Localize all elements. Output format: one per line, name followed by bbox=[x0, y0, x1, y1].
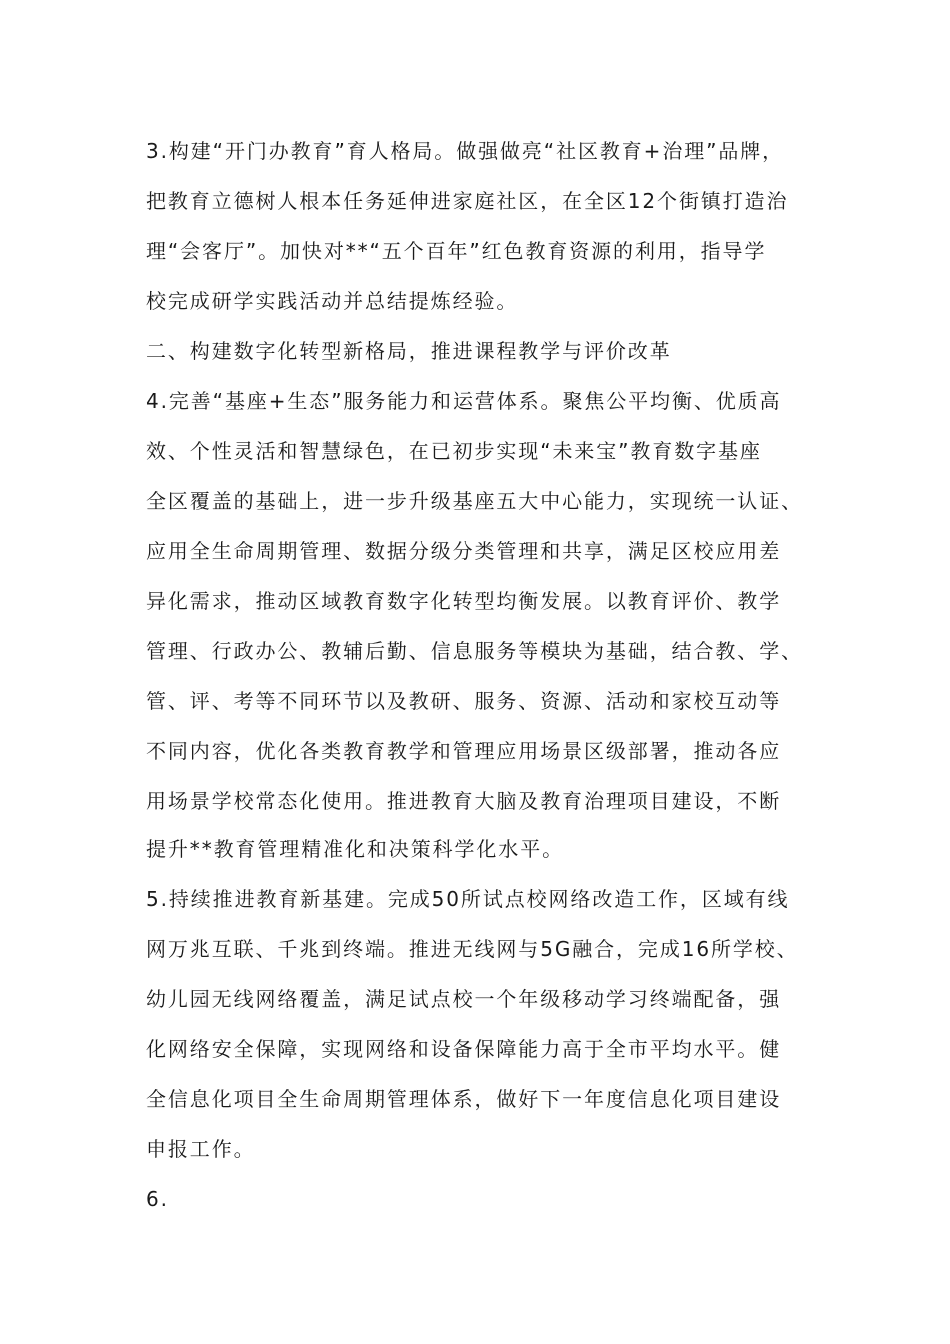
item-5-line-3: 幼儿园无线网络覆盖，满足试点校一个年级移动学习终端配备，强 bbox=[146, 987, 782, 1011]
item-5-line-5: 全信息化项目全生命周期管理体系，做好下一年度信息化项目建设 bbox=[146, 1087, 782, 1111]
item-3-line-3: 理“会客厅”。加快对**“五个百年”红色教育资源的利用，指导学 bbox=[146, 239, 767, 263]
item-4-line-4: 应用全生命周期管理、数据分级分类管理和共享，满足区校应用差 bbox=[146, 539, 782, 563]
item-4-line-6: 管理、行政办公、教辅后勤、信息服务等模块为基础，结合教、学、 bbox=[146, 639, 803, 663]
item-5-line-4: 化网络安全保障，实现网络和设备保障能力高于全市平均水平。健 bbox=[146, 1037, 782, 1061]
item-4-line-5: 异化需求，推动区域教育数字化转型均衡发展。以教育评价、教学 bbox=[146, 589, 782, 613]
item-3-line-1: 3.构建“开门办教育”育人格局。做强做亮“社区教育+治理”品牌， bbox=[146, 139, 785, 163]
item-6-line-1: 6. bbox=[146, 1187, 169, 1211]
item-4-line-10: 提升**教育管理精准化和决策科学化水平。 bbox=[146, 837, 564, 861]
item-4-line-1: 4.完善“基座+生态”服务能力和运营体系。聚焦公平均衡、优质高 bbox=[146, 389, 782, 413]
item-5-line-6: 申报工作。 bbox=[146, 1137, 256, 1161]
item-3-line-4: 校完成研学实践活动并总结提炼经验。 bbox=[146, 289, 519, 313]
item-4-line-7: 管、评、考等不同环节以及教研、服务、资源、活动和家校互动等 bbox=[146, 689, 782, 713]
section-heading-2: 二、构建数字化转型新格局，推进课程教学与评价改革 bbox=[146, 339, 672, 363]
item-4-line-9: 用场景学校常态化使用。推进教育大脑及教育治理项目建设，不断 bbox=[146, 789, 782, 813]
item-4-line-2: 效、个性灵活和智慧绿色，在已初步实现“未来宝”教育数字基座 bbox=[146, 439, 762, 463]
item-5-line-1: 5.持续推进教育新基建。完成50所试点校网络改造工作，区域有线 bbox=[146, 887, 790, 911]
item-3-line-2: 把教育立德树人根本任务延伸进家庭社区，在全区12个街镇打造治 bbox=[146, 189, 789, 213]
item-5-line-2: 网万兆互联、千兆到终端。推进无线网与5G融合，完成16所学校、 bbox=[146, 937, 799, 961]
item-4-line-3: 全区覆盖的基础上，进一步升级基座五大中心能力，实现统一认证、 bbox=[146, 489, 803, 513]
item-4-line-8: 不同内容，优化各类教育教学和管理应用场景区级部署，推动各应 bbox=[146, 739, 782, 763]
